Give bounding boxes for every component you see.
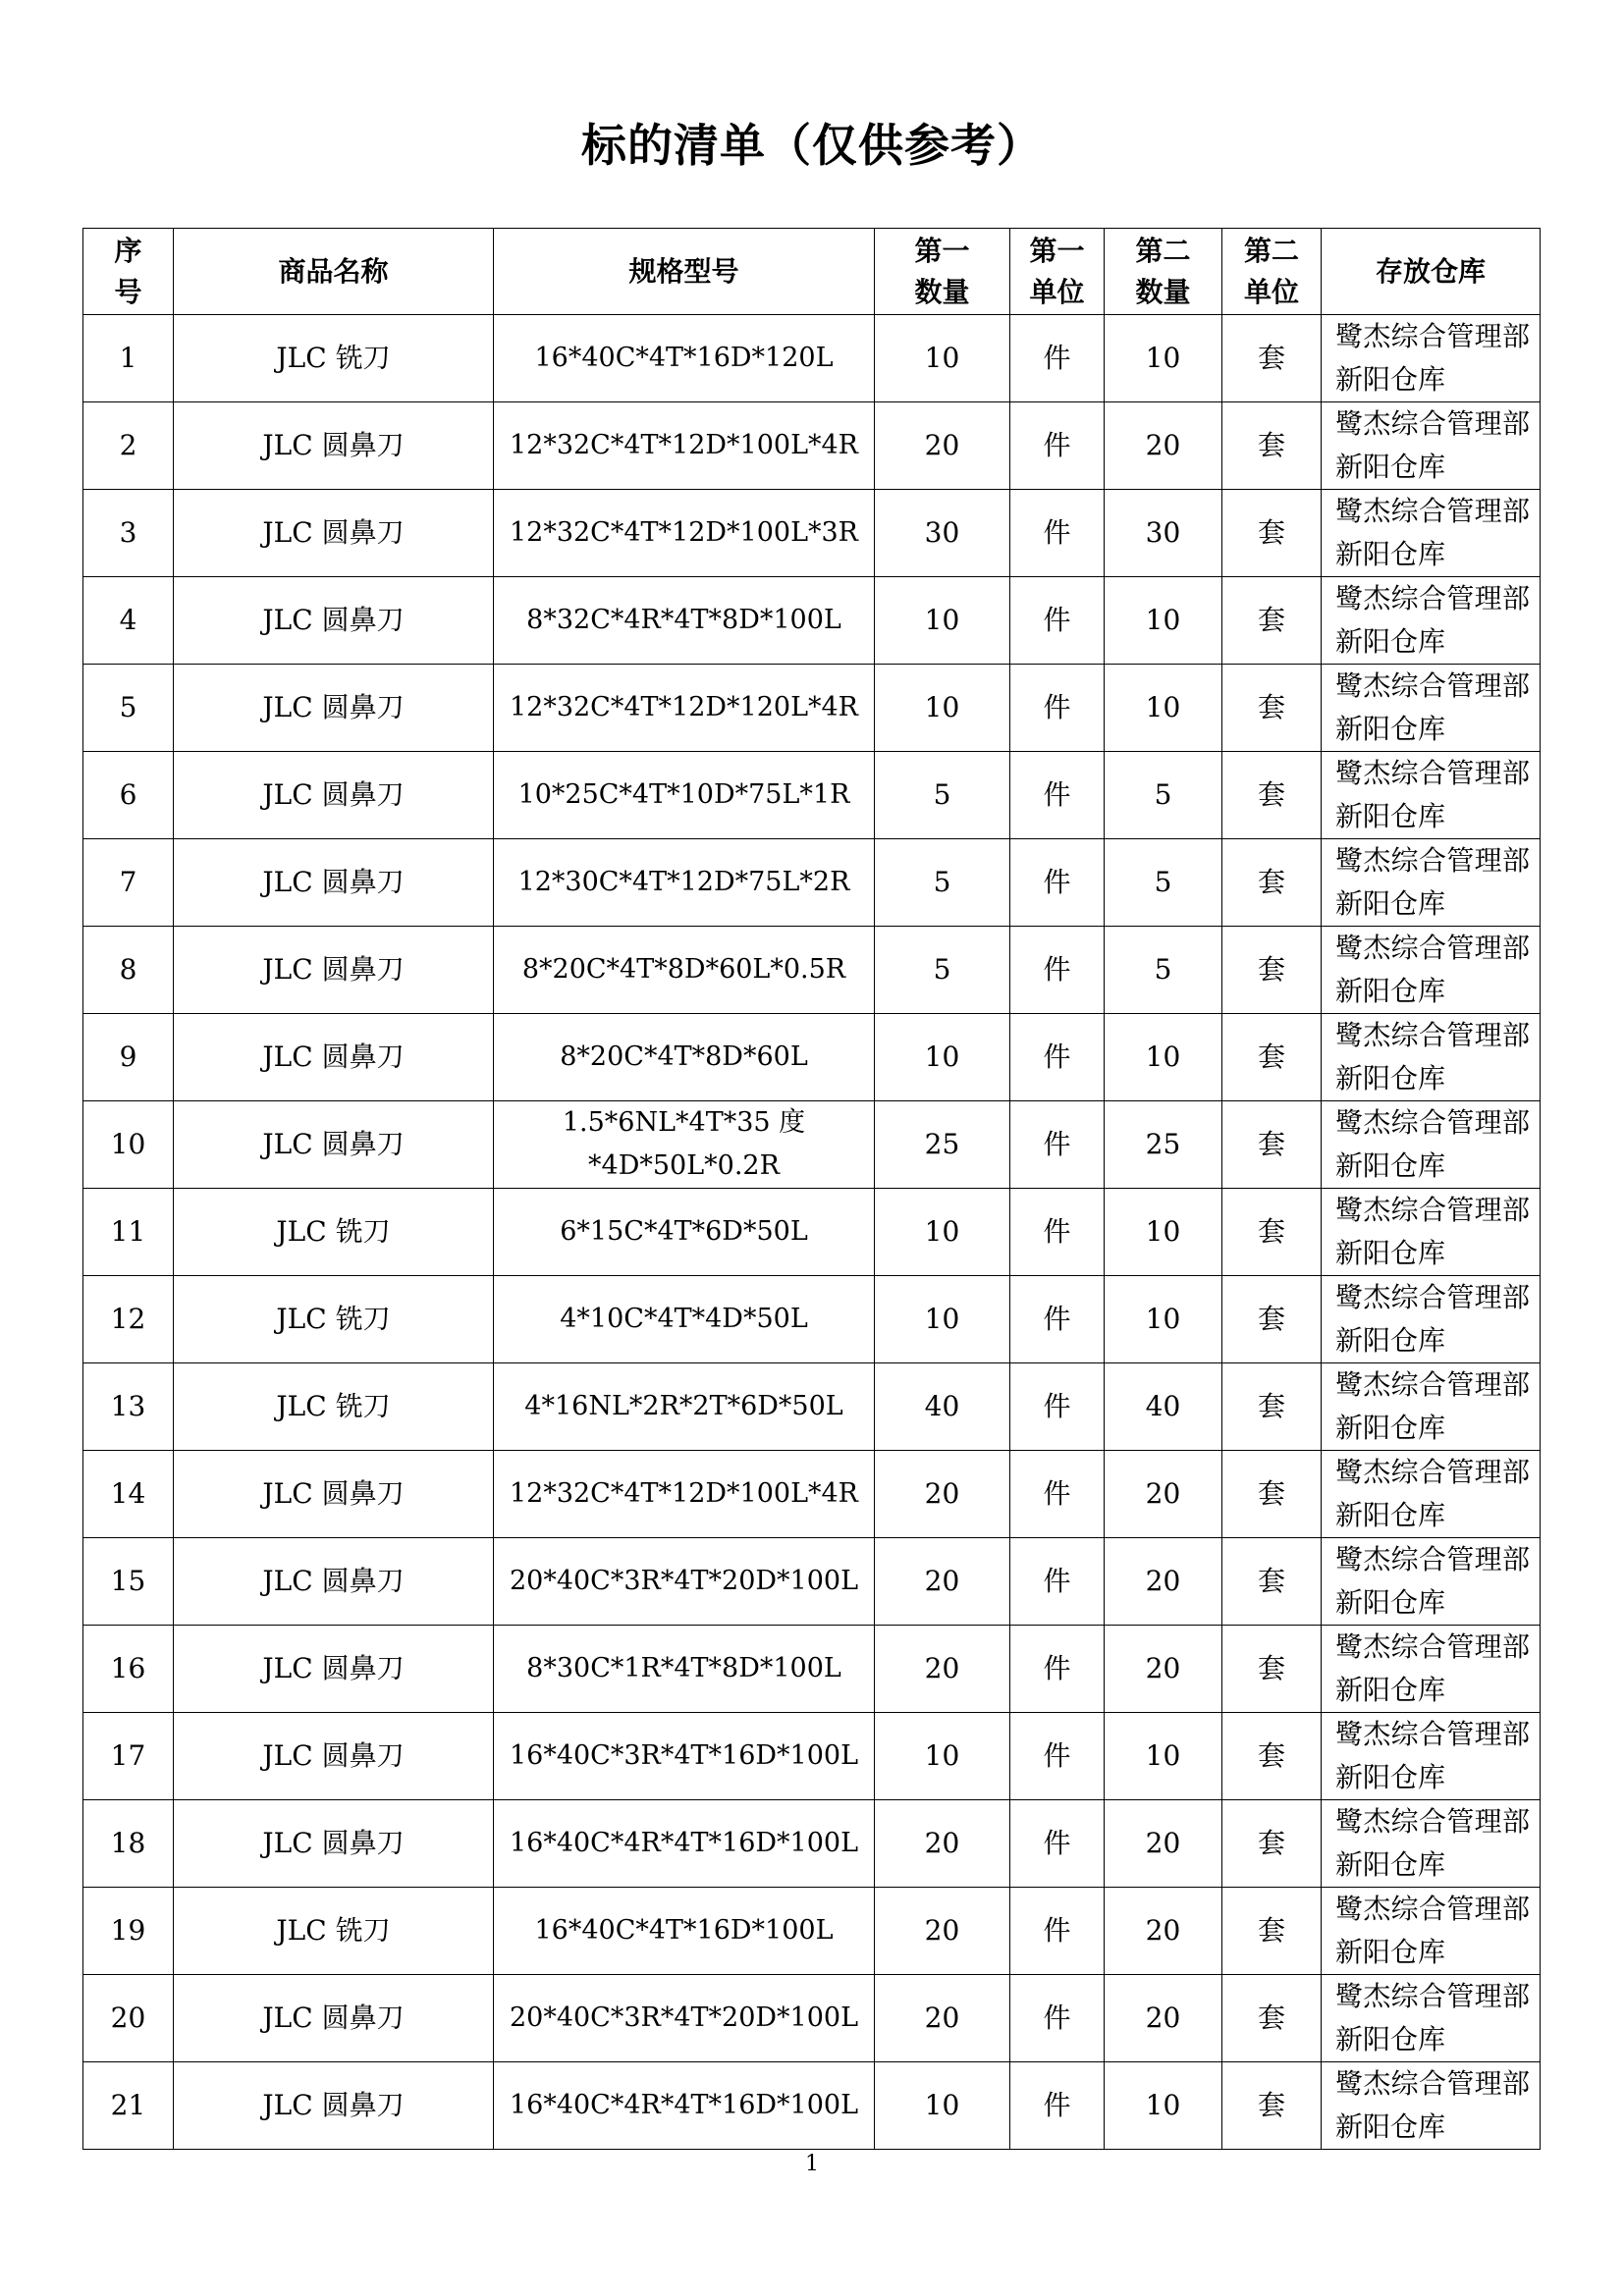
cell-unit2: 套 xyxy=(1222,1975,1322,2062)
cell-unit1: 件 xyxy=(1010,839,1105,927)
cell-qty1: 10 xyxy=(875,2062,1010,2150)
cell-qty2: 20 xyxy=(1105,1538,1222,1626)
cell-unit1: 件 xyxy=(1010,1014,1105,1101)
cell-spec: 16*40C*4R*4T*16D*100L xyxy=(494,1800,875,1888)
cell-qty1: 10 xyxy=(875,665,1010,752)
cell-warehouse: 鹭杰综合管理部新阳仓库 xyxy=(1322,577,1541,665)
cell-name: JLC 铣刀 xyxy=(174,1888,494,1975)
cell-name: JLC 圆鼻刀 xyxy=(174,1014,494,1101)
cell-seq: 4 xyxy=(83,577,174,665)
cell-unit2: 套 xyxy=(1222,1101,1322,1189)
cell-unit2: 套 xyxy=(1222,2062,1322,2150)
table-row xyxy=(83,490,1541,577)
cell-spec: 16*40C*3R*4T*16D*100L xyxy=(494,1713,875,1800)
header-qty1: 第一数量 xyxy=(875,229,1010,315)
cell-name: JLC 铣刀 xyxy=(174,1363,494,1451)
table-row xyxy=(83,927,1541,1014)
cell-seq: 19 xyxy=(83,1888,174,1975)
header-warehouse: 存放仓库 xyxy=(1322,229,1541,315)
cell-seq: 9 xyxy=(83,1014,174,1101)
cell-name: JLC 圆鼻刀 xyxy=(174,577,494,665)
table-row xyxy=(83,2062,1541,2150)
table-row xyxy=(83,315,1541,402)
cell-spec: 1.5*6NL*4T*35 度*4D*50L*0.2R xyxy=(494,1101,875,1189)
cell-unit2: 套 xyxy=(1222,927,1322,1014)
cell-warehouse: 鹭杰综合管理部新阳仓库 xyxy=(1322,1014,1541,1101)
cell-warehouse: 鹭杰综合管理部新阳仓库 xyxy=(1322,665,1541,752)
cell-seq: 21 xyxy=(83,2062,174,2150)
cell-spec: 8*30C*1R*4T*8D*100L xyxy=(494,1626,875,1713)
cell-unit1: 件 xyxy=(1010,2062,1105,2150)
cell-warehouse: 鹭杰综合管理部新阳仓库 xyxy=(1322,1538,1541,1626)
cell-name: JLC 圆鼻刀 xyxy=(174,839,494,927)
cell-seq: 3 xyxy=(83,490,174,577)
table-row xyxy=(83,1363,1541,1451)
cell-name: JLC 圆鼻刀 xyxy=(174,1538,494,1626)
cell-qty2: 20 xyxy=(1105,1800,1222,1888)
cell-qty2: 10 xyxy=(1105,1014,1222,1101)
cell-unit1: 件 xyxy=(1010,1189,1105,1276)
cell-qty2: 20 xyxy=(1105,1888,1222,1975)
cell-warehouse: 鹭杰综合管理部新阳仓库 xyxy=(1322,1276,1541,1363)
cell-unit1: 件 xyxy=(1010,1626,1105,1713)
header-spec: 规格型号 xyxy=(494,229,875,315)
page-number: 1 xyxy=(805,2152,819,2176)
table-row xyxy=(83,665,1541,752)
cell-warehouse: 鹭杰综合管理部新阳仓库 xyxy=(1322,1189,1541,1276)
cell-qty2: 20 xyxy=(1105,1626,1222,1713)
cell-qty1: 10 xyxy=(875,1189,1010,1276)
table-row xyxy=(83,1713,1541,1800)
table-row xyxy=(83,1189,1541,1276)
cell-unit1: 件 xyxy=(1010,1888,1105,1975)
cell-qty2: 10 xyxy=(1105,2062,1222,2150)
cell-unit1: 件 xyxy=(1010,752,1105,839)
cell-unit1: 件 xyxy=(1010,490,1105,577)
cell-qty1: 40 xyxy=(875,1363,1010,1451)
header-name: 商品名称 xyxy=(174,229,494,315)
cell-name: JLC 圆鼻刀 xyxy=(174,490,494,577)
cell-spec: 10*25C*4T*10D*75L*1R xyxy=(494,752,875,839)
cell-name: JLC 圆鼻刀 xyxy=(174,2062,494,2150)
cell-seq: 10 xyxy=(83,1101,174,1189)
cell-unit2: 套 xyxy=(1222,1538,1322,1626)
cell-qty1: 10 xyxy=(875,1713,1010,1800)
cell-warehouse: 鹭杰综合管理部新阳仓库 xyxy=(1322,402,1541,490)
cell-unit2: 套 xyxy=(1222,402,1322,490)
cell-spec: 12*32C*4T*12D*100L*3R xyxy=(494,490,875,577)
cell-seq: 7 xyxy=(83,839,174,927)
cell-qty1: 20 xyxy=(875,1888,1010,1975)
cell-unit1: 件 xyxy=(1010,315,1105,402)
table-header-row xyxy=(83,229,1541,315)
cell-qty2: 20 xyxy=(1105,402,1222,490)
cell-qty2: 20 xyxy=(1105,1451,1222,1538)
cell-seq: 8 xyxy=(83,927,174,1014)
cell-seq: 6 xyxy=(83,752,174,839)
cell-spec: 16*40C*4T*16D*120L xyxy=(494,315,875,402)
cell-name: JLC 圆鼻刀 xyxy=(174,752,494,839)
cell-seq: 11 xyxy=(83,1189,174,1276)
cell-qty1: 20 xyxy=(875,402,1010,490)
cell-qty2: 10 xyxy=(1105,315,1222,402)
table-row xyxy=(83,402,1541,490)
cell-seq: 20 xyxy=(83,1975,174,2062)
table-row xyxy=(83,577,1541,665)
cell-name: JLC 铣刀 xyxy=(174,1276,494,1363)
cell-spec: 8*20C*4T*8D*60L*0.5R xyxy=(494,927,875,1014)
table-row xyxy=(83,1888,1541,1975)
table-row xyxy=(83,1975,1541,2062)
cell-qty1: 20 xyxy=(875,1451,1010,1538)
cell-qty2: 5 xyxy=(1105,927,1222,1014)
table-row xyxy=(83,839,1541,927)
header-seq: 序号 xyxy=(83,229,174,315)
cell-unit2: 套 xyxy=(1222,752,1322,839)
cell-spec: 6*15C*4T*6D*50L xyxy=(494,1189,875,1276)
cell-qty1: 5 xyxy=(875,839,1010,927)
cell-qty1: 5 xyxy=(875,752,1010,839)
cell-name: JLC 圆鼻刀 xyxy=(174,1626,494,1713)
cell-warehouse: 鹭杰综合管理部新阳仓库 xyxy=(1322,927,1541,1014)
page-title: 标的清单（仅供参考） xyxy=(581,119,1043,172)
cell-seq: 14 xyxy=(83,1451,174,1538)
cell-spec: 4*10C*4T*4D*50L xyxy=(494,1276,875,1363)
cell-warehouse: 鹭杰综合管理部新阳仓库 xyxy=(1322,1975,1541,2062)
cell-spec: 16*40C*4T*16D*100L xyxy=(494,1888,875,1975)
cell-warehouse: 鹭杰综合管理部新阳仓库 xyxy=(1322,1101,1541,1189)
cell-spec: 12*30C*4T*12D*75L*2R xyxy=(494,839,875,927)
cell-unit2: 套 xyxy=(1222,1626,1322,1713)
cell-unit1: 件 xyxy=(1010,1363,1105,1451)
cell-seq: 15 xyxy=(83,1538,174,1626)
cell-spec: 16*40C*4R*4T*16D*100L xyxy=(494,2062,875,2150)
cell-name: JLC 圆鼻刀 xyxy=(174,1800,494,1888)
cell-seq: 16 xyxy=(83,1626,174,1713)
cell-qty1: 25 xyxy=(875,1101,1010,1189)
cell-unit1: 件 xyxy=(1010,1101,1105,1189)
cell-warehouse: 鹭杰综合管理部新阳仓库 xyxy=(1322,2062,1541,2150)
cell-qty1: 10 xyxy=(875,577,1010,665)
cell-name: JLC 圆鼻刀 xyxy=(174,402,494,490)
header-qty2: 第二数量 xyxy=(1105,229,1222,315)
cell-qty1: 20 xyxy=(875,1626,1010,1713)
table-row xyxy=(83,1451,1541,1538)
cell-spec: 12*32C*4T*12D*100L*4R xyxy=(494,402,875,490)
cell-spec: 8*20C*4T*8D*60L xyxy=(494,1014,875,1101)
cell-unit2: 套 xyxy=(1222,315,1322,402)
cell-name: JLC 圆鼻刀 xyxy=(174,665,494,752)
cell-qty1: 10 xyxy=(875,1276,1010,1363)
cell-name: JLC 圆鼻刀 xyxy=(174,1975,494,2062)
cell-warehouse: 鹭杰综合管理部新阳仓库 xyxy=(1322,1626,1541,1713)
cell-qty1: 20 xyxy=(875,1800,1010,1888)
cell-warehouse: 鹭杰综合管理部新阳仓库 xyxy=(1322,1888,1541,1975)
cell-unit1: 件 xyxy=(1010,577,1105,665)
cell-name: JLC 铣刀 xyxy=(174,1189,494,1276)
cell-unit2: 套 xyxy=(1222,1888,1322,1975)
cell-qty2: 20 xyxy=(1105,1975,1222,2062)
cell-spec: 4*16NL*2R*2T*6D*50L xyxy=(494,1363,875,1451)
cell-warehouse: 鹭杰综合管理部新阳仓库 xyxy=(1322,839,1541,927)
cell-qty2: 5 xyxy=(1105,752,1222,839)
cell-unit2: 套 xyxy=(1222,1276,1322,1363)
cell-name: JLC 圆鼻刀 xyxy=(174,1101,494,1189)
cell-qty1: 10 xyxy=(875,315,1010,402)
cell-seq: 12 xyxy=(83,1276,174,1363)
cell-warehouse: 鹭杰综合管理部新阳仓库 xyxy=(1322,1800,1541,1888)
cell-qty2: 40 xyxy=(1105,1363,1222,1451)
table-row xyxy=(83,1626,1541,1713)
cell-unit1: 件 xyxy=(1010,665,1105,752)
cell-warehouse: 鹭杰综合管理部新阳仓库 xyxy=(1322,1363,1541,1451)
table-row xyxy=(83,752,1541,839)
cell-qty1: 10 xyxy=(875,1014,1010,1101)
cell-qty2: 10 xyxy=(1105,1189,1222,1276)
table-body xyxy=(83,315,1541,2150)
cell-qty2: 5 xyxy=(1105,839,1222,927)
cell-spec: 8*32C*4R*4T*8D*100L xyxy=(494,577,875,665)
cell-seq: 1 xyxy=(83,315,174,402)
cell-spec: 12*32C*4T*12D*120L*4R xyxy=(494,665,875,752)
cell-name: JLC 圆鼻刀 xyxy=(174,1713,494,1800)
cell-qty2: 10 xyxy=(1105,577,1222,665)
cell-spec: 20*40C*3R*4T*20D*100L xyxy=(494,1538,875,1626)
header-unit1: 第一单位 xyxy=(1010,229,1105,315)
cell-unit2: 套 xyxy=(1222,1800,1322,1888)
bid-items-table xyxy=(82,228,1541,2150)
cell-unit1: 件 xyxy=(1010,402,1105,490)
cell-unit2: 套 xyxy=(1222,839,1322,927)
table-row xyxy=(83,1101,1541,1189)
cell-warehouse: 鹭杰综合管理部新阳仓库 xyxy=(1322,315,1541,402)
cell-qty1: 20 xyxy=(875,1975,1010,2062)
cell-qty2: 10 xyxy=(1105,1713,1222,1800)
table-row xyxy=(83,1538,1541,1626)
cell-unit2: 套 xyxy=(1222,1189,1322,1276)
cell-warehouse: 鹭杰综合管理部新阳仓库 xyxy=(1322,1713,1541,1800)
cell-unit1: 件 xyxy=(1010,1800,1105,1888)
cell-qty1: 30 xyxy=(875,490,1010,577)
cell-name: JLC 圆鼻刀 xyxy=(174,1451,494,1538)
cell-seq: 2 xyxy=(83,402,174,490)
cell-spec: 12*32C*4T*12D*100L*4R xyxy=(494,1451,875,1538)
cell-seq: 13 xyxy=(83,1363,174,1451)
cell-seq: 18 xyxy=(83,1800,174,1888)
cell-seq: 5 xyxy=(83,665,174,752)
cell-unit1: 件 xyxy=(1010,927,1105,1014)
cell-unit2: 套 xyxy=(1222,1451,1322,1538)
cell-qty1: 20 xyxy=(875,1538,1010,1626)
cell-unit2: 套 xyxy=(1222,1014,1322,1101)
cell-unit1: 件 xyxy=(1010,1975,1105,2062)
cell-warehouse: 鹭杰综合管理部新阳仓库 xyxy=(1322,490,1541,577)
cell-unit2: 套 xyxy=(1222,577,1322,665)
cell-warehouse: 鹭杰综合管理部新阳仓库 xyxy=(1322,752,1541,839)
cell-seq: 17 xyxy=(83,1713,174,1800)
cell-spec: 20*40C*3R*4T*20D*100L xyxy=(494,1975,875,2062)
cell-warehouse: 鹭杰综合管理部新阳仓库 xyxy=(1322,1451,1541,1538)
header-unit2: 第二单位 xyxy=(1222,229,1322,315)
cell-unit2: 套 xyxy=(1222,1713,1322,1800)
cell-unit2: 套 xyxy=(1222,1363,1322,1451)
table-row xyxy=(83,1276,1541,1363)
cell-name: JLC 圆鼻刀 xyxy=(174,927,494,1014)
cell-unit1: 件 xyxy=(1010,1713,1105,1800)
table-row xyxy=(83,1014,1541,1101)
cell-unit2: 套 xyxy=(1222,490,1322,577)
cell-unit1: 件 xyxy=(1010,1538,1105,1626)
cell-unit1: 件 xyxy=(1010,1276,1105,1363)
cell-name: JLC 铣刀 xyxy=(174,315,494,402)
cell-unit2: 套 xyxy=(1222,665,1322,752)
cell-qty2: 25 xyxy=(1105,1101,1222,1189)
cell-qty1: 5 xyxy=(875,927,1010,1014)
table-row xyxy=(83,1800,1541,1888)
cell-qty2: 10 xyxy=(1105,1276,1222,1363)
cell-qty2: 30 xyxy=(1105,490,1222,577)
cell-qty2: 10 xyxy=(1105,665,1222,752)
cell-unit1: 件 xyxy=(1010,1451,1105,1538)
